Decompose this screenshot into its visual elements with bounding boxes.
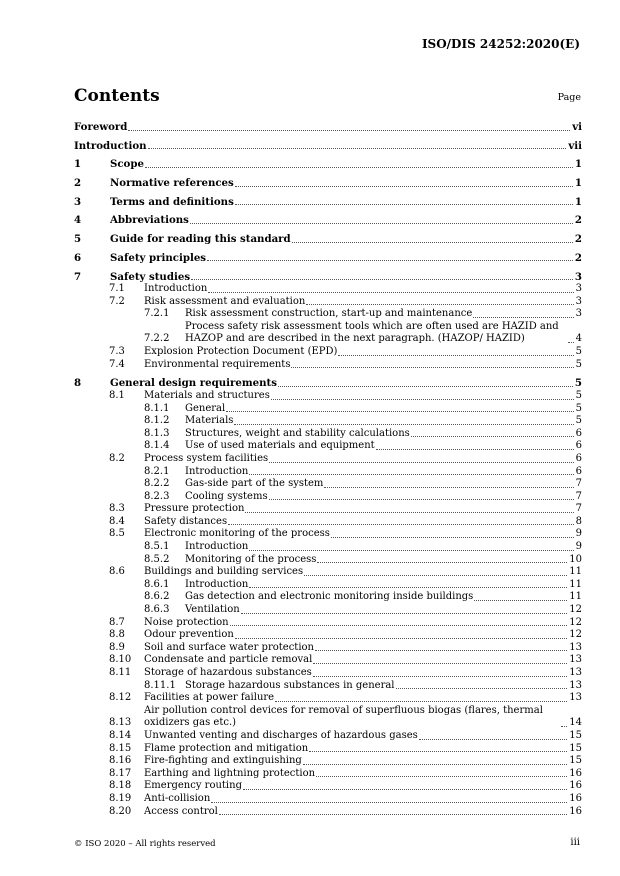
leader-dots [315,650,567,651]
toc-entry-title: Safety distances [144,515,228,527]
leader-dots [234,424,573,425]
toc-entry-title: Gas-side part of the system [185,478,324,490]
toc-entry[interactable] [74,359,582,372]
toc-entry[interactable] [74,516,582,529]
toc-entry-page: 15 [569,755,582,767]
toc-entry[interactable] [74,403,582,416]
toc-entry-page: 12 [569,604,582,616]
toc-entry-page: 1 [574,177,582,190]
toc-entry[interactable] [74,428,582,441]
toc-entry[interactable] [74,705,582,730]
toc-entry-number: 8.1.3 [144,427,170,439]
toc-entry-title: Materials and structures [144,389,270,401]
toc-entry-title: Ventilation [185,604,240,616]
leader-dots [292,242,573,243]
toc-entry-title: Storage hazardous substances in general [185,679,395,691]
toc-entry-page: 16 [569,805,582,817]
toc-entry-number: 8.15 [109,742,132,754]
toc-entry-page: 13 [569,679,582,691]
leader-dots [228,524,574,525]
toc-entry-title: Scope [110,158,144,171]
toc-entry-page: 3 [575,308,582,320]
toc-entry[interactable] [74,158,582,171]
toc-entry-number: 5 [74,233,82,246]
toc-entry-page: 3 [575,283,582,295]
leader-dots [235,186,573,187]
toc-entry[interactable] [74,528,582,541]
toc-entry-number: 7.2 [109,295,125,307]
toc-entry-title: Storage of hazardous substances [144,667,312,678]
toc-entry-title: Safety studies [110,270,191,283]
toc-entry-number: 7.3 [109,346,125,358]
toc-entry-title: Environmental requirements [144,358,291,370]
toc-entry[interactable] [74,654,582,667]
toc-entry[interactable] [74,177,582,190]
toc-entry-title: Risk assessment and evaluation [144,295,306,307]
leader-dots [271,399,574,400]
toc-entry-title: General design requirements [110,377,277,390]
leader-dots [235,204,573,205]
toc-entry-title: Explosion Protection Document (EPD) [144,346,338,358]
toc-entry[interactable] [74,214,582,227]
toc-entry-title: Process system facilities [144,452,269,464]
toc-entry[interactable] [74,390,582,403]
toc-entry-page: 9 [575,541,582,553]
leader-dots [303,764,567,765]
leader-dots [245,512,573,513]
toc-entry-page: 16 [569,767,582,779]
toc-entry-title: Soil and surface water protection [144,641,314,653]
toc-entry-title: Facilities at power failure [144,692,275,704]
toc-entry-number: 8.3 [109,503,125,515]
copyright-notice: © ISO 2020 – All rights reserved [74,839,216,849]
toc-entry-title: Guide for reading this standard [110,233,291,246]
toc-entry-title: Condensate and particle removal [144,654,313,666]
leader-dots [249,474,573,475]
toc-entry[interactable] [74,140,582,153]
leader-dots [145,167,573,168]
toc-entry-page: 16 [569,792,582,804]
toc-entry-title: Access control [144,805,218,817]
toc-entry-page: 12 [569,629,582,641]
leader-dots [207,260,573,261]
toc-entry-title: Materials [185,415,234,427]
toc-entry-page: 11 [569,591,582,603]
toc-entry-number: 8.18 [109,780,132,792]
toc-entry[interactable] [74,233,582,246]
toc-entry-title: Introduction [185,541,249,553]
toc-entry-page: 2 [574,214,582,227]
toc-entry-title: Abbreviations [110,214,189,227]
toc-entry-title: Earthing and lightning protection [144,767,316,779]
toc-entry-title: Noise protection [144,616,229,628]
toc-entry[interactable] [74,283,582,296]
leader-dots [191,279,573,280]
leader-dots [249,550,573,551]
toc-entry-page: 2 [574,251,582,264]
toc-entry-page: 6 [575,452,582,464]
toc-entry-title: Electronic monitoring of the process [144,528,330,540]
toc-entry-page: 5 [575,389,582,401]
toc-entry-number: 8.2.1 [144,465,170,477]
leader-dots [243,789,567,790]
toc-entry[interactable] [74,466,582,479]
toc-entry-title: Fire-fighting and extinguishing [144,755,302,767]
leader-dots [291,367,573,368]
toc-entry-number: 8.1 [109,389,125,401]
leader-dots [219,814,567,815]
leader-dots [568,342,574,343]
toc-entry-title: Structures, weight and stability calculations [185,427,410,439]
toc-entry-page: 15 [569,742,582,754]
toc-entry-number: 8.4 [109,515,125,527]
toc-entry[interactable] [74,346,582,359]
toc-entry[interactable] [74,604,582,617]
toc-entry-title: Cooling systems [185,490,268,502]
toc-entry-title: Unwanted venting and discharges of hazardous gases [144,729,418,741]
leader-dots [331,537,574,538]
toc-entry-title: Process safety risk assessment tools which are often used are HAZID and HAZOP and are described in the next paragraph. (HAZOP/ HAZID) [185,320,559,345]
toc-entry-page: 5 [575,346,582,358]
toc-entry-page: 5 [575,402,582,414]
toc-entry[interactable] [74,491,582,504]
toc-entry[interactable] [74,554,582,567]
toc-entry-number: 8.5.1 [144,541,170,553]
toc-entry-number: 4 [74,214,82,227]
table-of-contents [74,121,582,818]
toc-entry-page: 8 [575,515,582,527]
toc-entry-title: Risk assessment construction, start-up and maintenance [185,308,473,320]
toc-entry-page: 6 [575,440,582,452]
toc-entry-number: 8.2.3 [144,490,170,502]
leader-dots [278,386,573,387]
toc-entry-page: 3 [575,295,582,307]
toc-entry[interactable] [74,768,582,781]
toc-entry-page: 11 [569,578,582,590]
toc-entry-page: 4 [575,333,582,345]
leader-dots [561,726,567,727]
leader-dots [241,613,568,614]
leader-dots [226,411,573,412]
toc-entry-title: General [185,402,226,414]
leader-dots [249,587,567,588]
toc-entry-title: Foreword [74,121,128,133]
toc-entry-number: 8.6.3 [144,604,170,616]
toc-entry-number: 8.11.1 [144,679,176,691]
leader-dots [190,223,573,224]
toc-entry-page: 10 [569,553,582,565]
leader-dots [419,739,568,740]
toc-entry-page: 12 [569,616,582,628]
leader-dots [208,292,573,293]
toc-entry-number: 8.6.1 [144,578,170,590]
toc-entry-number: 8.2 [109,452,125,464]
toc-entry-title: Monitoring of the process [185,553,317,565]
toc-entry-page: 13 [569,641,582,653]
toc-entry-title: Introduction [144,283,208,295]
toc-entry-number: 8.6 [109,566,125,578]
leader-dots [148,148,567,149]
toc-entry-number: 8.17 [109,767,132,779]
toc-entry[interactable] [74,579,582,592]
toc-entry[interactable] [74,591,582,604]
toc-entry[interactable] [74,667,582,680]
toc-entry-title: Anti-collision [144,792,211,804]
toc-entry-title: Emergency routing [144,780,242,792]
toc-entry-number: 8.9 [109,641,125,653]
leader-dots [304,575,567,576]
toc-entry-number: 8.20 [109,805,132,817]
toc-entry-number: 1 [74,158,82,171]
leader-dots [473,317,573,318]
toc-entry-page: 7 [575,503,582,515]
toc-entry-title: Normative references [110,177,234,190]
toc-entry[interactable] [74,252,582,265]
toc-entry-page: 13 [569,667,582,678]
toc-entry[interactable] [74,780,582,793]
toc-entry-title: Flame protection and mitigation [144,742,309,754]
toc-entry-number: 8.8 [109,629,125,641]
leader-dots [313,663,567,664]
leader-dots [396,688,568,689]
toc-entry-title: Introduction [185,465,249,477]
toc-entry[interactable] [74,680,582,693]
toc-entry-page: 11 [569,566,582,578]
toc-entry-page: 16 [569,780,582,792]
toc-entry-number: 8.1.2 [144,415,170,427]
toc-entry-page: vi [572,121,582,133]
toc-entry-page: 13 [569,654,582,666]
toc-entry-page: 6 [575,465,582,477]
toc-entry-page: 14 [569,717,582,729]
toc-entry-page: 1 [574,195,582,208]
toc-entry-title: Air pollution control devices for removal of superfluous biogas (flares, thermal oxidizers gas etc.) [144,704,543,729]
toc-entry-number: 8.11 [109,667,132,678]
toc-entry-number: 8.6.2 [144,591,170,603]
toc-entry[interactable] [74,121,582,134]
toc-entry-title: Terms and definitions [110,195,234,208]
toc-entry[interactable] [74,692,582,705]
leader-dots [230,625,568,626]
toc-entry[interactable] [74,271,582,284]
leader-dots [338,355,573,356]
toc-entry[interactable] [74,541,582,554]
toc-entry-page: 13 [569,692,582,704]
toc-entry-title: Buildings and building services [144,566,304,578]
toc-entry[interactable] [74,642,582,655]
toc-entry-title: Use of used materials and equipment [185,440,375,452]
toc-entry-number: 7.4 [109,358,125,370]
page-title: Contents [74,86,160,106]
toc-entry-page: 7 [575,478,582,490]
toc-entry-number: 8 [74,377,82,390]
toc-entry-number: 3 [74,195,82,208]
toc-entry[interactable] [74,793,582,806]
toc-entry-title: Pressure protection [144,503,245,515]
toc-entry[interactable] [74,415,582,428]
leader-dots [275,701,567,702]
toc-entry[interactable] [74,730,582,743]
leader-dots [309,751,567,752]
toc-entry-page: 5 [575,415,582,427]
toc-entry-title: Introduction [74,139,147,152]
toc-entry[interactable] [74,503,582,516]
toc-entry-number: 8.1.1 [144,402,170,414]
toc-entry-page: 5 [575,358,582,370]
toc-entry[interactable] [74,755,582,768]
toc-entry-number: 8.5.2 [144,553,170,565]
toc-entry-page: vii [568,139,582,152]
page-column-label: Page [557,92,581,103]
leader-dots [211,802,567,803]
leader-dots [306,304,573,305]
toc-entry-number: 7 [74,270,82,283]
toc-entry-title: Gas detection and electronic monitoring inside buildings [185,591,474,603]
toc-entry[interactable] [74,453,582,466]
toc-entry[interactable] [74,629,582,642]
leader-dots [411,436,574,437]
toc-entry-page: 3 [574,270,582,283]
toc-entry[interactable] [74,296,582,309]
toc-entry[interactable] [74,196,582,209]
toc-entry-number: 7.1 [109,283,125,295]
toc-entry-number: 2 [74,177,82,190]
toc-entry-page: 1 [574,158,582,171]
leader-dots [474,600,567,601]
leader-dots [128,130,570,131]
toc-entry[interactable] [74,566,582,579]
toc-entry-number: 8.14 [109,729,132,741]
toc-entry[interactable] [74,377,582,390]
toc-entry-page: 15 [569,729,582,741]
toc-entry-page: 6 [575,427,582,439]
leader-dots [376,449,574,450]
toc-entry-title: Introduction [185,578,249,590]
toc-entry-number: 8.16 [109,755,132,767]
leader-dots [269,462,573,463]
toc-entry-page: 5 [574,377,582,390]
toc-entry-page: 7 [575,490,582,502]
toc-entry[interactable] [74,308,582,321]
toc-entry-title: Safety principles [110,251,207,264]
toc-entry-number: 8.13 [109,717,132,729]
toc-entry-title: Odour prevention [144,629,234,641]
toc-entry-number: 8.10 [109,654,132,666]
toc-entry[interactable] [74,806,582,819]
toc-entry-page: 9 [575,528,582,540]
toc-entry[interactable] [74,478,582,491]
toc-entry-number: 7.2.1 [144,308,170,320]
leader-dots [313,676,567,677]
toc-entry[interactable] [74,743,582,756]
leader-dots [269,499,574,500]
toc-entry-number: 6 [74,251,82,264]
toc-entry-number: 8.7 [109,616,125,628]
toc-entry[interactable] [74,321,582,346]
toc-entry-page: 2 [574,233,582,246]
toc-entry-number: 8.5 [109,528,125,540]
toc-entry-number: 7.2.2 [144,333,170,345]
page-number: iii [570,837,580,848]
leader-dots [316,776,567,777]
toc-entry[interactable] [74,440,582,453]
toc-entry-number: 8.1.4 [144,440,170,452]
leader-dots [324,487,573,488]
leader-dots [235,638,567,639]
toc-entry-number: 8.2.2 [144,478,170,490]
toc-entry-number: 8.19 [109,792,132,804]
toc-entry-number: 8.12 [109,692,132,704]
toc-entry[interactable] [74,617,582,630]
leader-dots [317,562,567,563]
document-id-header: ISO/DIS 24252:2020(E) [421,37,580,51]
